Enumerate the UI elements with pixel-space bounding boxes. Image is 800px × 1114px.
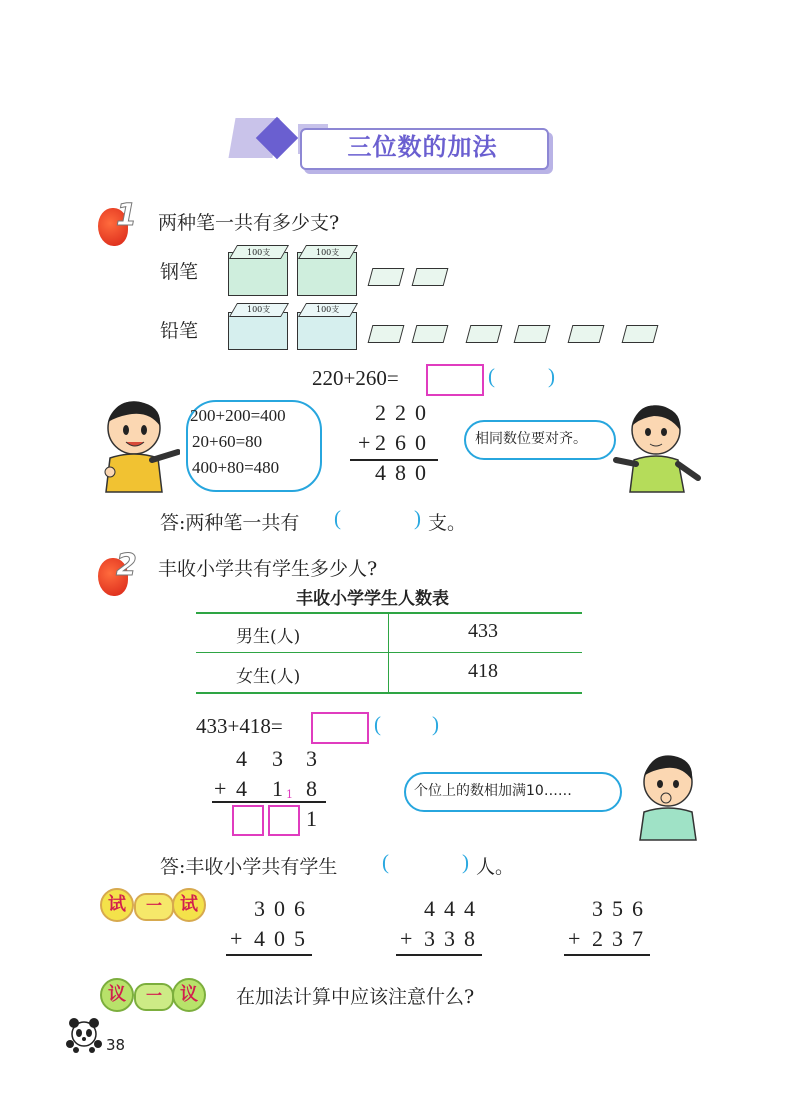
table-cell-value: 433 [468,620,498,642]
boy-illustration [612,400,702,494]
panda-icon [64,1014,104,1054]
answer-blank[interactable] [348,508,410,530]
try-bottom: 405 [254,926,314,951]
pencil-icon [514,325,551,343]
bubble-line: 200+200=400 [190,406,286,425]
bubble-text: 个位上的数相加满10…… [414,783,572,799]
digit: 4 [236,776,247,801]
page-number: 38 [106,1036,126,1054]
sum-line [396,954,482,956]
vertical-top: 220 [375,400,435,425]
paren-close: ) [432,712,439,736]
digit: 8 [306,776,317,801]
discuss-text: 在加法计算中应该注意什么? [236,986,475,1008]
answer-prefix: 答:丰收小学共有学生 [160,856,338,878]
answer-box[interactable] [426,364,484,396]
equation: 433+418= [196,714,283,738]
example-number: 1 [116,198,137,233]
paren-open: ( [374,712,381,736]
pen-icon [368,268,405,286]
bubble-text: 相同数位要对齐。 [475,431,587,447]
table-rule [196,692,582,694]
page-title: 三位数的加法 [347,132,498,161]
try-chip: 一 [134,893,174,921]
pen-icon [412,268,449,286]
vertical-bottom: 260 [375,430,435,455]
paren-open: ( [382,850,389,874]
answer-blank[interactable] [396,852,460,874]
try-chip: 试 [172,888,206,922]
discuss-chip: 一 [134,983,174,1011]
sum-line [212,801,326,803]
try-top: 306 [254,896,314,921]
pen-label: 钢笔 [160,261,199,283]
paren-open: ( [334,506,341,530]
try-top: 444 [424,896,484,921]
try-op: + [568,926,590,951]
sum-line [226,954,312,956]
boy-illustration [630,752,706,842]
pencil-box-icon [228,305,288,350]
box-label: 100支 [247,248,271,257]
table-cell-label: 男生(人) [236,627,301,647]
digit: 3 [272,746,283,771]
carry-digit: 1 [286,788,293,801]
paren-close: ) [548,364,555,388]
table-divider [388,612,389,694]
example-number: 2 [116,548,137,583]
boy-illustration [96,396,180,496]
digit-box[interactable] [268,805,300,836]
try-op: + [230,926,252,951]
try-bottom: 237 [592,926,652,951]
pen-box-icon [297,248,357,296]
pencil-label: 铅笔 [160,320,199,342]
paren-close: ) [414,506,421,530]
digit: 3 [306,746,317,771]
example2-question: 丰收小学共有学生多少人? [158,558,378,580]
digit: 4 [236,746,247,771]
table-cell-value: 418 [468,660,498,682]
example1-question: 两种笔一共有多少支? [158,212,340,234]
answer-suffix: 支。 [428,512,467,534]
sum-line [564,954,650,956]
answer-prefix: 答:两种笔一共有 [160,512,300,534]
discuss-chip: 议 [172,978,206,1012]
box-label: 100支 [316,305,340,314]
pen-box-icon [228,248,288,296]
paren-open: ( [488,364,495,388]
try-chip: 试 [100,888,134,922]
pencil-icon [568,325,605,343]
table-title: 丰收小学学生人数表 [296,589,449,609]
bubble-line: 400+80=480 [192,458,280,477]
bubble-line: 20+60=80 [192,432,263,451]
digit: 1 [306,806,317,831]
try-op: + [400,926,422,951]
pencil-icon [368,325,405,343]
pencil-icon [412,325,449,343]
pencil-icon [466,325,503,343]
try-bottom: 338 [424,926,484,951]
digit: 1 [272,776,283,801]
answer-suffix: 人。 [476,856,515,878]
digit-box[interactable] [232,805,264,836]
paren-close: ) [462,850,469,874]
table-cell-label: 女生(人) [236,667,301,687]
equation: 220+260= [312,366,399,390]
table-rule [196,612,582,614]
box-label: 100支 [316,248,340,257]
answer-box[interactable] [311,712,369,744]
box-label: 100支 [247,305,271,314]
pencil-icon [622,325,659,343]
pencil-box-icon [297,305,357,350]
vertical-op: + [358,430,380,455]
vertical-op: + [214,776,227,801]
table-rule [196,652,582,653]
try-top: 356 [592,896,652,921]
discuss-chip: 议 [100,978,134,1012]
vertical-result: 480 [375,460,435,485]
